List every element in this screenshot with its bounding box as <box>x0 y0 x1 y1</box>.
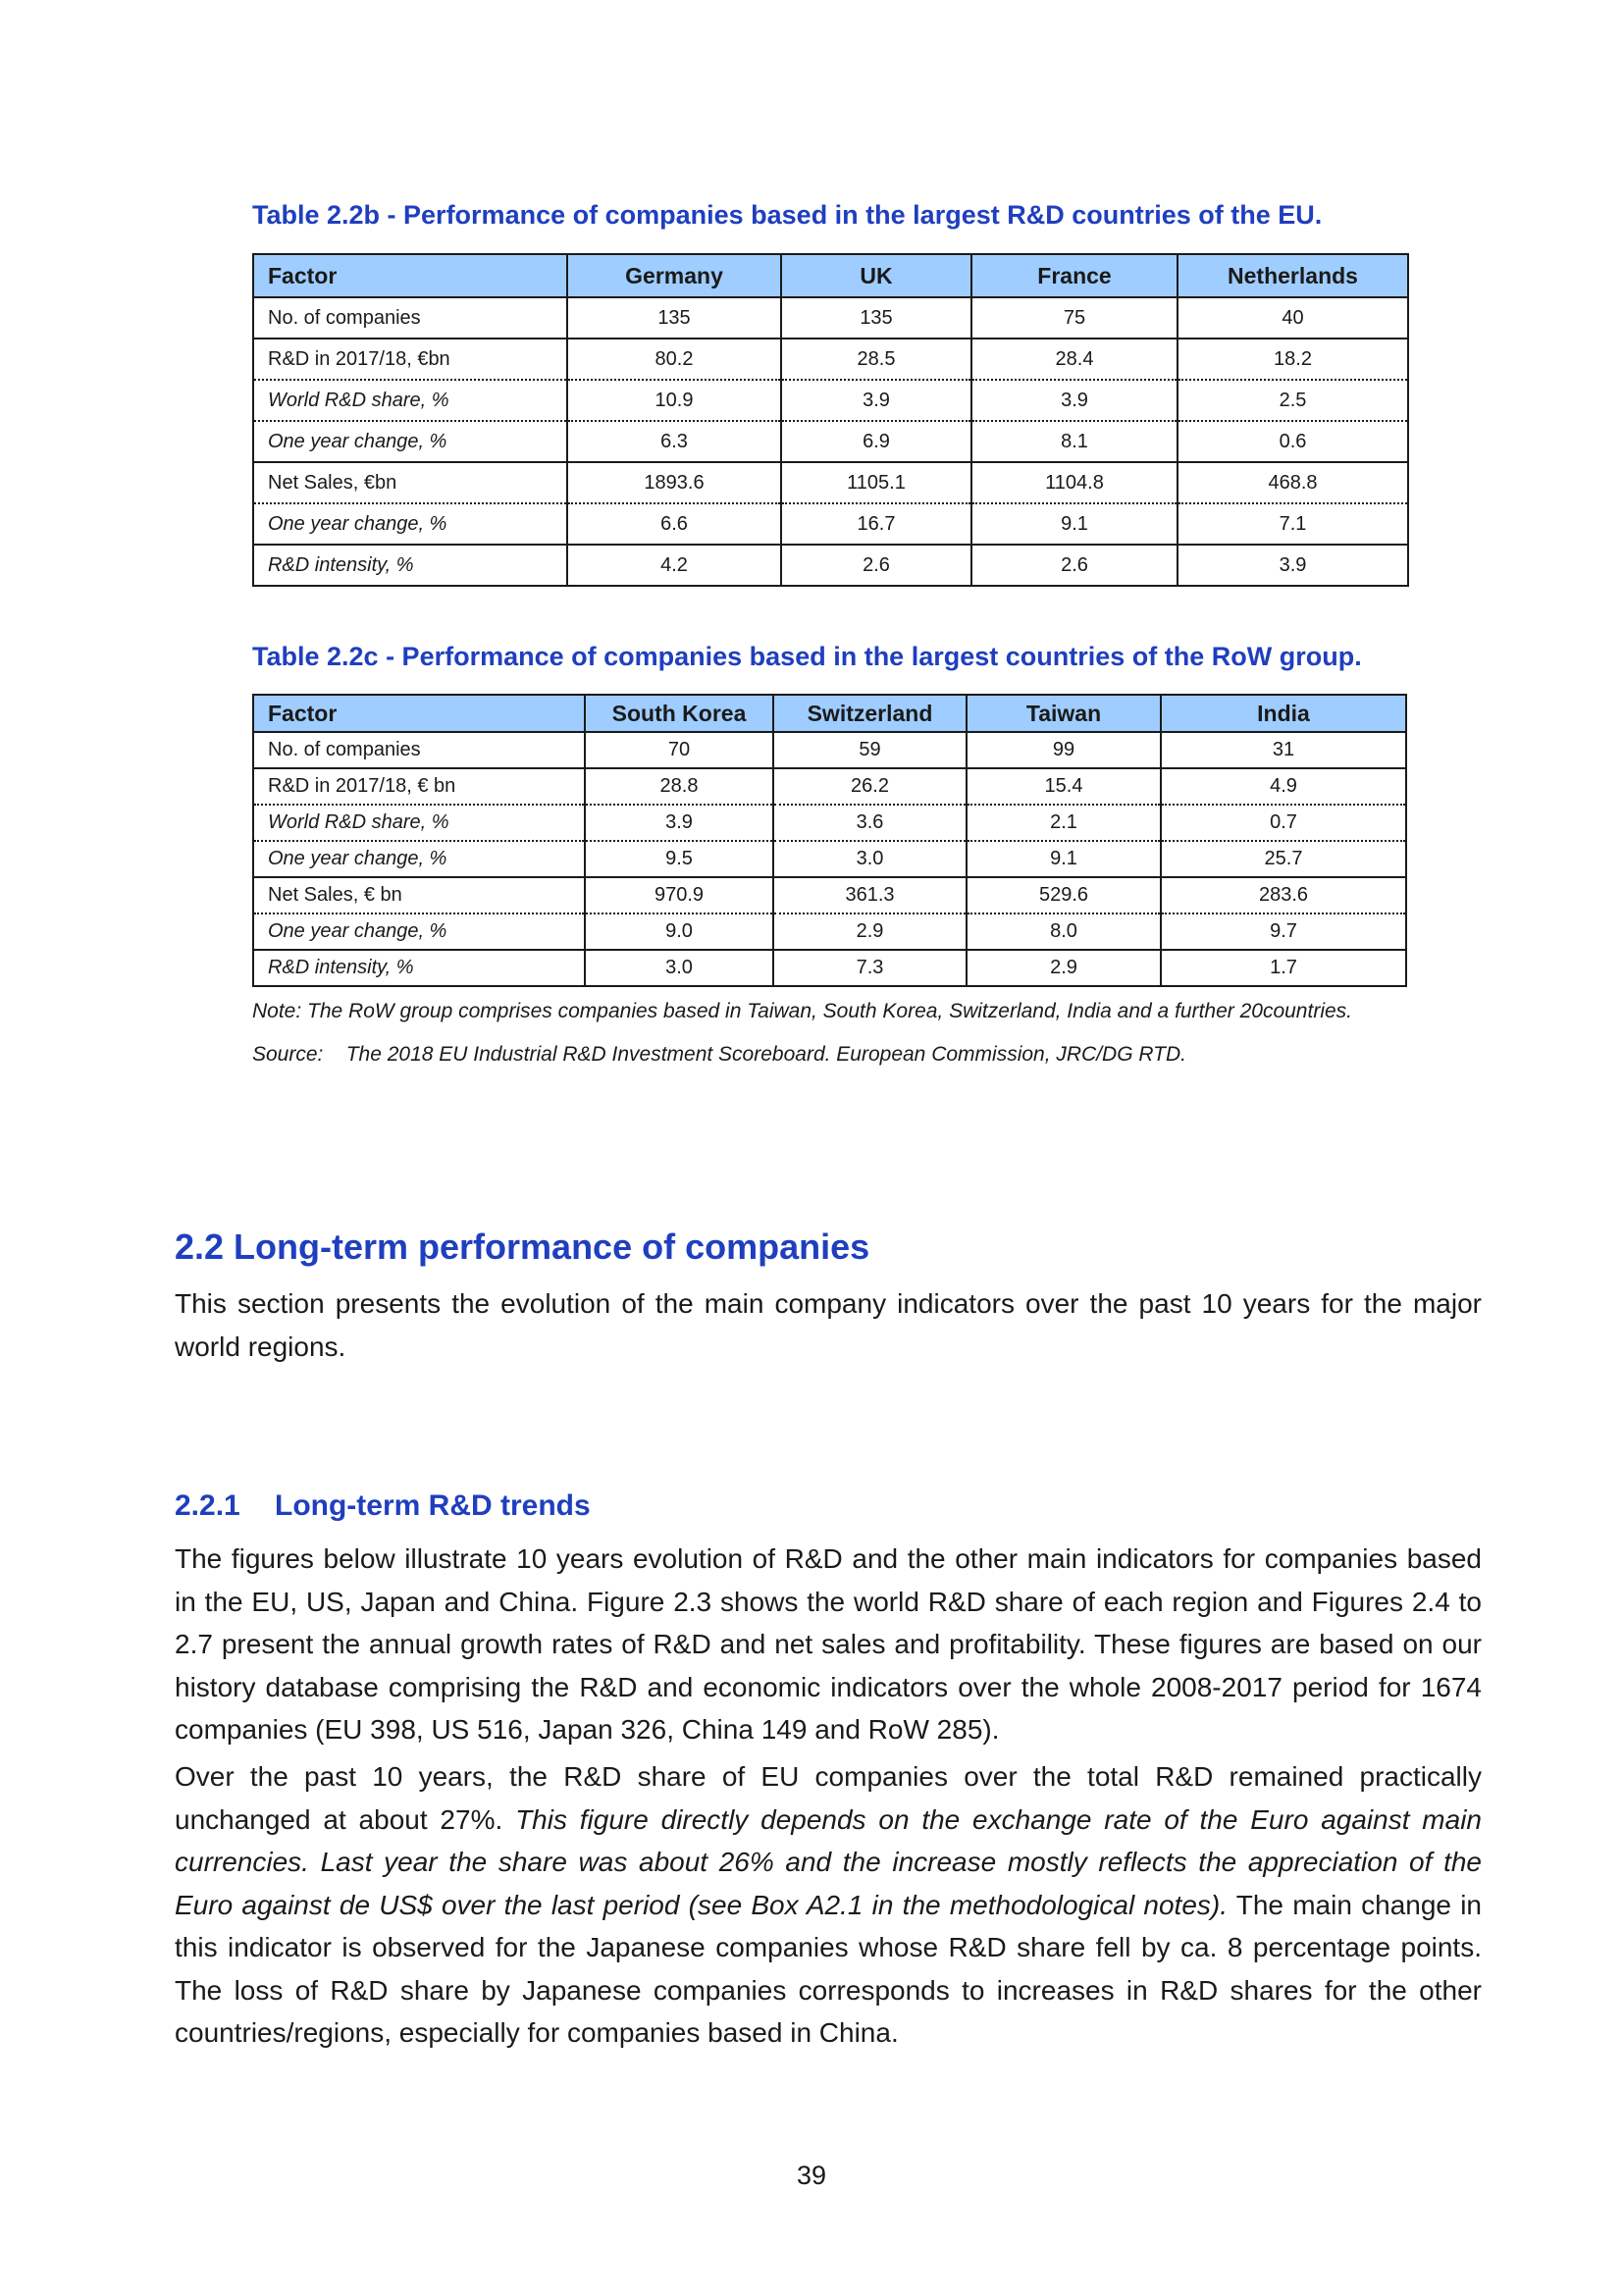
column-header: Factor <box>253 695 585 732</box>
column-header: Netherlands <box>1178 254 1408 297</box>
table-cell: 468.8 <box>1178 462 1408 503</box>
table-cell: 16.7 <box>781 503 971 545</box>
table-cell: 9.5 <box>585 841 773 877</box>
row-label: One year change, % <box>253 503 567 545</box>
table-cell: 2.9 <box>967 950 1161 986</box>
row-label: R&D in 2017/18, € bn <box>253 768 585 805</box>
table-cell: 75 <box>971 297 1178 339</box>
column-header: UK <box>781 254 971 297</box>
table-cell: 2.6 <box>971 545 1178 586</box>
table-cell: 99 <box>967 732 1161 768</box>
row-label: One year change, % <box>253 841 585 877</box>
paragraph-2-end: The main change in this indicator is observed for the Japanese companies whose R&D share fell by ca. 8 percentage points. The loss of R&D share by Japanese companies corresponds to increases in R&D shares for the other countries/regions, especially for companies based in China. <box>175 1889 1483 2048</box>
column-header: Germany <box>567 254 781 297</box>
table-cell: 283.6 <box>1161 877 1406 913</box>
table-cell: 10.9 <box>567 380 781 421</box>
table-cell: 361.3 <box>773 877 967 913</box>
row-label: One year change, % <box>253 421 567 462</box>
table-cell: 6.6 <box>567 503 781 545</box>
table-cell: 1105.1 <box>781 462 971 503</box>
table-cell: 59 <box>773 732 967 768</box>
table-cell: 40 <box>1178 297 1408 339</box>
table-row <box>253 950 1406 986</box>
section-intro: This section presents the evolution of the main company indicators over the past 10 years for the major world regions. <box>175 1288 1482 1362</box>
table-cell: 28.8 <box>585 768 773 805</box>
table-cell: 135 <box>567 297 781 339</box>
table-row <box>253 841 1406 877</box>
table-cell: 2.9 <box>773 913 967 950</box>
table-cell: 970.9 <box>585 877 773 913</box>
table-cell: 8.0 <box>967 913 1161 950</box>
table-cell: 6.3 <box>567 421 781 462</box>
table-cell: 3.9 <box>1178 545 1408 586</box>
table-cell: 28.4 <box>971 339 1178 380</box>
table-cell: 7.3 <box>773 950 967 986</box>
table-cell: 2.1 <box>967 805 1161 841</box>
table-2-2b <box>252 253 1409 587</box>
table-row <box>253 339 1408 380</box>
table-row <box>253 768 1406 805</box>
table-row <box>253 545 1408 586</box>
column-header: Factor <box>253 254 567 297</box>
table-cell: 135 <box>781 297 971 339</box>
table-2-2b-caption: Table 2.2b - Performance of companies based in the largest R&D countries of the EU. <box>252 200 1323 230</box>
table-cell: 3.0 <box>585 950 773 986</box>
table-cell: 2.6 <box>781 545 971 586</box>
row-label: R&D in 2017/18, €bn <box>253 339 567 380</box>
table-cell: 4.2 <box>567 545 781 586</box>
column-header: France <box>971 254 1178 297</box>
table-cell: 0.6 <box>1178 421 1408 462</box>
table-cell: 70 <box>585 732 773 768</box>
table-cell: 2.5 <box>1178 380 1408 421</box>
table-cell: 26.2 <box>773 768 967 805</box>
table-cell: 3.9 <box>971 380 1178 421</box>
row-label: No. of companies <box>253 732 585 768</box>
table-row <box>253 503 1408 545</box>
paragraph-1: The figures below illustrate 10 years evolution of R&D and the other main indicators for companies based in the EU, US, Japan and China. Figure 2.3 shows the world R&D share of each region and Figures 2.4 to 2.7 present the annual growth rates of R&D and net sales and profitability. These figures are based on our history database comprising the R&D and economic indicators over the whole 2008-2017 period for 1674 companies (EU 398, US 516, Japan 326, China 149 and RoW 285). <box>175 1543 1482 1745</box>
table-row <box>253 380 1408 421</box>
table-cell: 9.7 <box>1161 913 1406 950</box>
table-cell: 18.2 <box>1178 339 1408 380</box>
table-cell: 9.1 <box>971 503 1178 545</box>
table-cell: 3.9 <box>585 805 773 841</box>
table-cell: 25.7 <box>1161 841 1406 877</box>
table-row <box>253 462 1408 503</box>
column-header: Taiwan <box>967 695 1161 732</box>
row-label: One year change, % <box>253 913 585 950</box>
table-header-row <box>253 695 1406 732</box>
table-row <box>253 805 1406 841</box>
row-label: No. of companies <box>253 297 567 339</box>
column-header: India <box>1161 695 1406 732</box>
table-cell: 15.4 <box>967 768 1161 805</box>
paragraph-2 <box>175 1755 1482 2055</box>
row-label: R&D intensity, % <box>253 950 585 986</box>
table-cell: 3.0 <box>773 841 967 877</box>
row-label: World R&D share, % <box>253 380 567 421</box>
table-cell: 80.2 <box>567 339 781 380</box>
table-cell: 1893.6 <box>567 462 781 503</box>
table-2-2c-caption: Table 2.2c - Performance of companies based in the largest countries of the RoW group. <box>252 642 1362 671</box>
column-header: Switzerland <box>773 695 967 732</box>
table-cell: 7.1 <box>1178 503 1408 545</box>
table-row <box>253 913 1406 950</box>
table-cell: 28.5 <box>781 339 971 380</box>
table-cell: 9.1 <box>967 841 1161 877</box>
table-cell: 1.7 <box>1161 950 1406 986</box>
row-label: Net Sales, € bn <box>253 877 585 913</box>
column-header: South Korea <box>585 695 773 732</box>
subsection-heading <box>175 1489 591 1523</box>
table-header-row <box>253 254 1408 297</box>
table-cell: 4.9 <box>1161 768 1406 805</box>
table-row <box>253 297 1408 339</box>
row-label: R&D intensity, % <box>253 545 567 586</box>
table-cell: 3.9 <box>781 380 971 421</box>
table-source: Source: The 2018 EU Industrial R&D Investment Scoreboard. European Commission, JRC/DG RTD. <box>252 1043 1187 1066</box>
table-cell: 529.6 <box>967 877 1161 913</box>
table-2-2c <box>252 694 1407 987</box>
page-number: 39 <box>796 2161 827 2190</box>
subsection-title: Long-term R&D trends <box>275 1489 591 1522</box>
row-label: Net Sales, €bn <box>253 462 567 503</box>
table-cell: 9.0 <box>585 913 773 950</box>
paragraph-2-italic: This figure directly depends on the exchange rate of the Euro against main currencies. Last year the share was about 26% and the increase mostly reflects the appreciation of the Euro against de US$ over the last period (see Box A2.1 in the methodological notes). <box>175 1803 1482 1920</box>
table-row <box>253 877 1406 913</box>
table-note: Note: The RoW group comprises companies based in Taiwan, South Korea, Switzerland, India and a further 20countries. <box>252 1000 1352 1022</box>
table-cell: 1104.8 <box>971 462 1178 503</box>
table-cell: 3.6 <box>773 805 967 841</box>
table-cell: 31 <box>1161 732 1406 768</box>
subsection-number: 2.2.1 <box>175 1489 240 1522</box>
paragraph-2-start: Over the past 10 years, the R&D share of EU companies over the total R&D remained practically unchanged at about 27%. <box>175 1761 1482 1835</box>
row-label: World R&D share, % <box>253 805 585 841</box>
table-cell: 6.9 <box>781 421 971 462</box>
table-cell: 8.1 <box>971 421 1178 462</box>
section-heading: 2.2 Long-term performance of companies <box>175 1226 870 1267</box>
table-row <box>253 421 1408 462</box>
table-row <box>253 732 1406 768</box>
table-cell: 0.7 <box>1161 805 1406 841</box>
